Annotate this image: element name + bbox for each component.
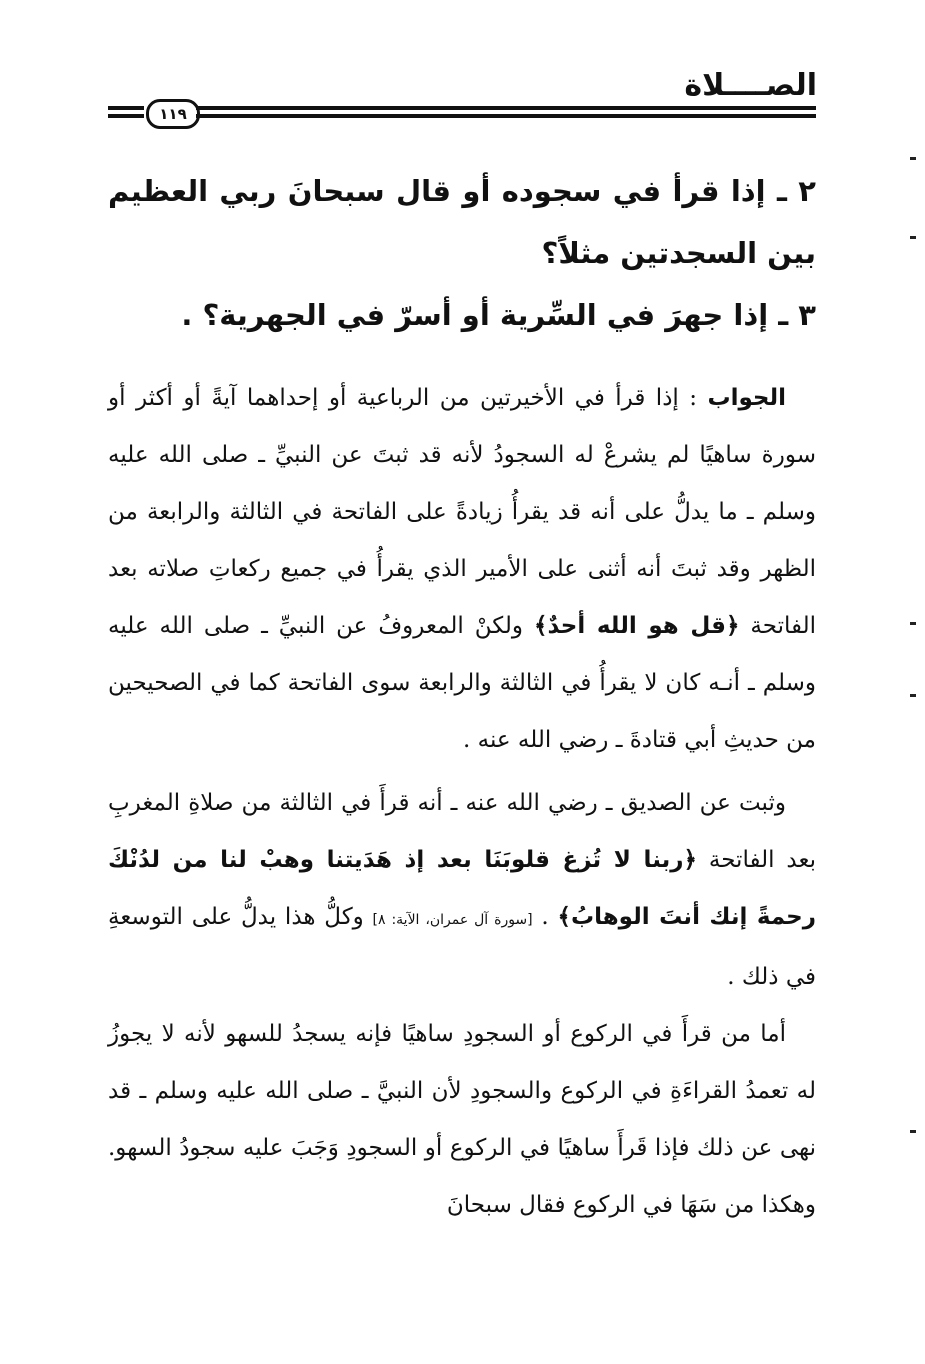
- rule-line: [108, 114, 144, 118]
- margin-mark: [910, 622, 916, 625]
- answer-text: : إذا قرأ في الأخيرتين من الرباعية أو إحداهما آيةً أو أكثر أو سورة ساهيًا لم يشرعْ له السجودُ لأنه قد ثبتَ عن النبيِّ ـ صلى الله عليه وسلم ـ ما يدلُّ على أنه قد يقرأُ زيادةً على الفاتحة في الثالثة والرابعة من الظهر وقد ثبتَ أنه أثنى على الأمير الذي يقرأُ في جميع ركعاتِ صلاته بعد الفاتحة: [108, 385, 817, 639]
- paragraph-text: .: [541, 904, 549, 930]
- surah-reference: [سورة آل عمران، الآية: ٨]: [372, 912, 533, 928]
- page-number-badge: ١١٩: [146, 99, 200, 129]
- margin-mark: [910, 236, 916, 239]
- paragraph-text: أما من قرأَ في الركوع أو السجودِ ساهيًا فإنه يسجدُ للسهو لأنه لا يجوزُ له تعمدُ القراءَةِ في الركوع والسجودِ لأن النبيَّ ـ صلى الله عليه وسلم ـ قد نهى عن ذلك فإذا قَرأَ ساهيًا في الركوع أو السجودِ وَجَبَ عليه سجودُ السهو. وهكذا من سَهَا في الركوع فقال سبحانَ: [108, 1021, 817, 1218]
- paragraph-siddiq: [108, 775, 816, 1006]
- question-3: ٣ ـ إذا جهرَ في السِّرية أو أسرّ في الجهرية؟ .: [181, 298, 816, 332]
- question-2: ٢ ـ إذا قرأ في سجوده أو قال سبحانَ ربي العظيم بين السجدتين مثلاً؟: [108, 174, 816, 270]
- paragraph-text: وثبت عن الصديق ـ رضي الله عنه ـ أنه قرأَ في الثالثة من صلاةِ المغربِ بعد الفاتحة: [108, 790, 816, 873]
- quran-quote: ﴿ربنا لا تُزغ قلوبَنَا بعد إذ هَدَيتنا وهبْ لنا من لدُنْكَ رحمةً إنك أنتَ الوهابُ﴾: [108, 847, 817, 930]
- margin-mark: [910, 157, 916, 160]
- header-rule: [108, 101, 816, 123]
- margin-mark: [910, 694, 916, 697]
- rule-line: [196, 106, 816, 110]
- paragraph-text: وكلُّ هذا يدلُّ على التوسعةِ في ذلك .: [108, 904, 816, 990]
- spacer: [108, 346, 816, 370]
- answer-label: الجواب: [707, 385, 786, 411]
- rule-line: [196, 114, 816, 118]
- margin-mark: [910, 1130, 916, 1133]
- answer-text: ولكنْ المعروفُ عن النبيِّ ـ صلى الله عليه وسلم ـ أنـه كان لا يقرأُ في الثالثة والرابعة سوى الفاتحة كما في الصحيحين من حديثِ أبي قتادةَ ـ رضي الله عنه .: [108, 613, 816, 753]
- rule-line: [108, 106, 144, 110]
- paragraph-ruku: [108, 1006, 816, 1234]
- page-header-title: الصــــلاة: [684, 68, 817, 103]
- answer-paragraph: [108, 370, 816, 769]
- page-content: [108, 160, 816, 1234]
- quran-quote: ﴿قل هو الله أحدٌ﴾: [534, 613, 740, 639]
